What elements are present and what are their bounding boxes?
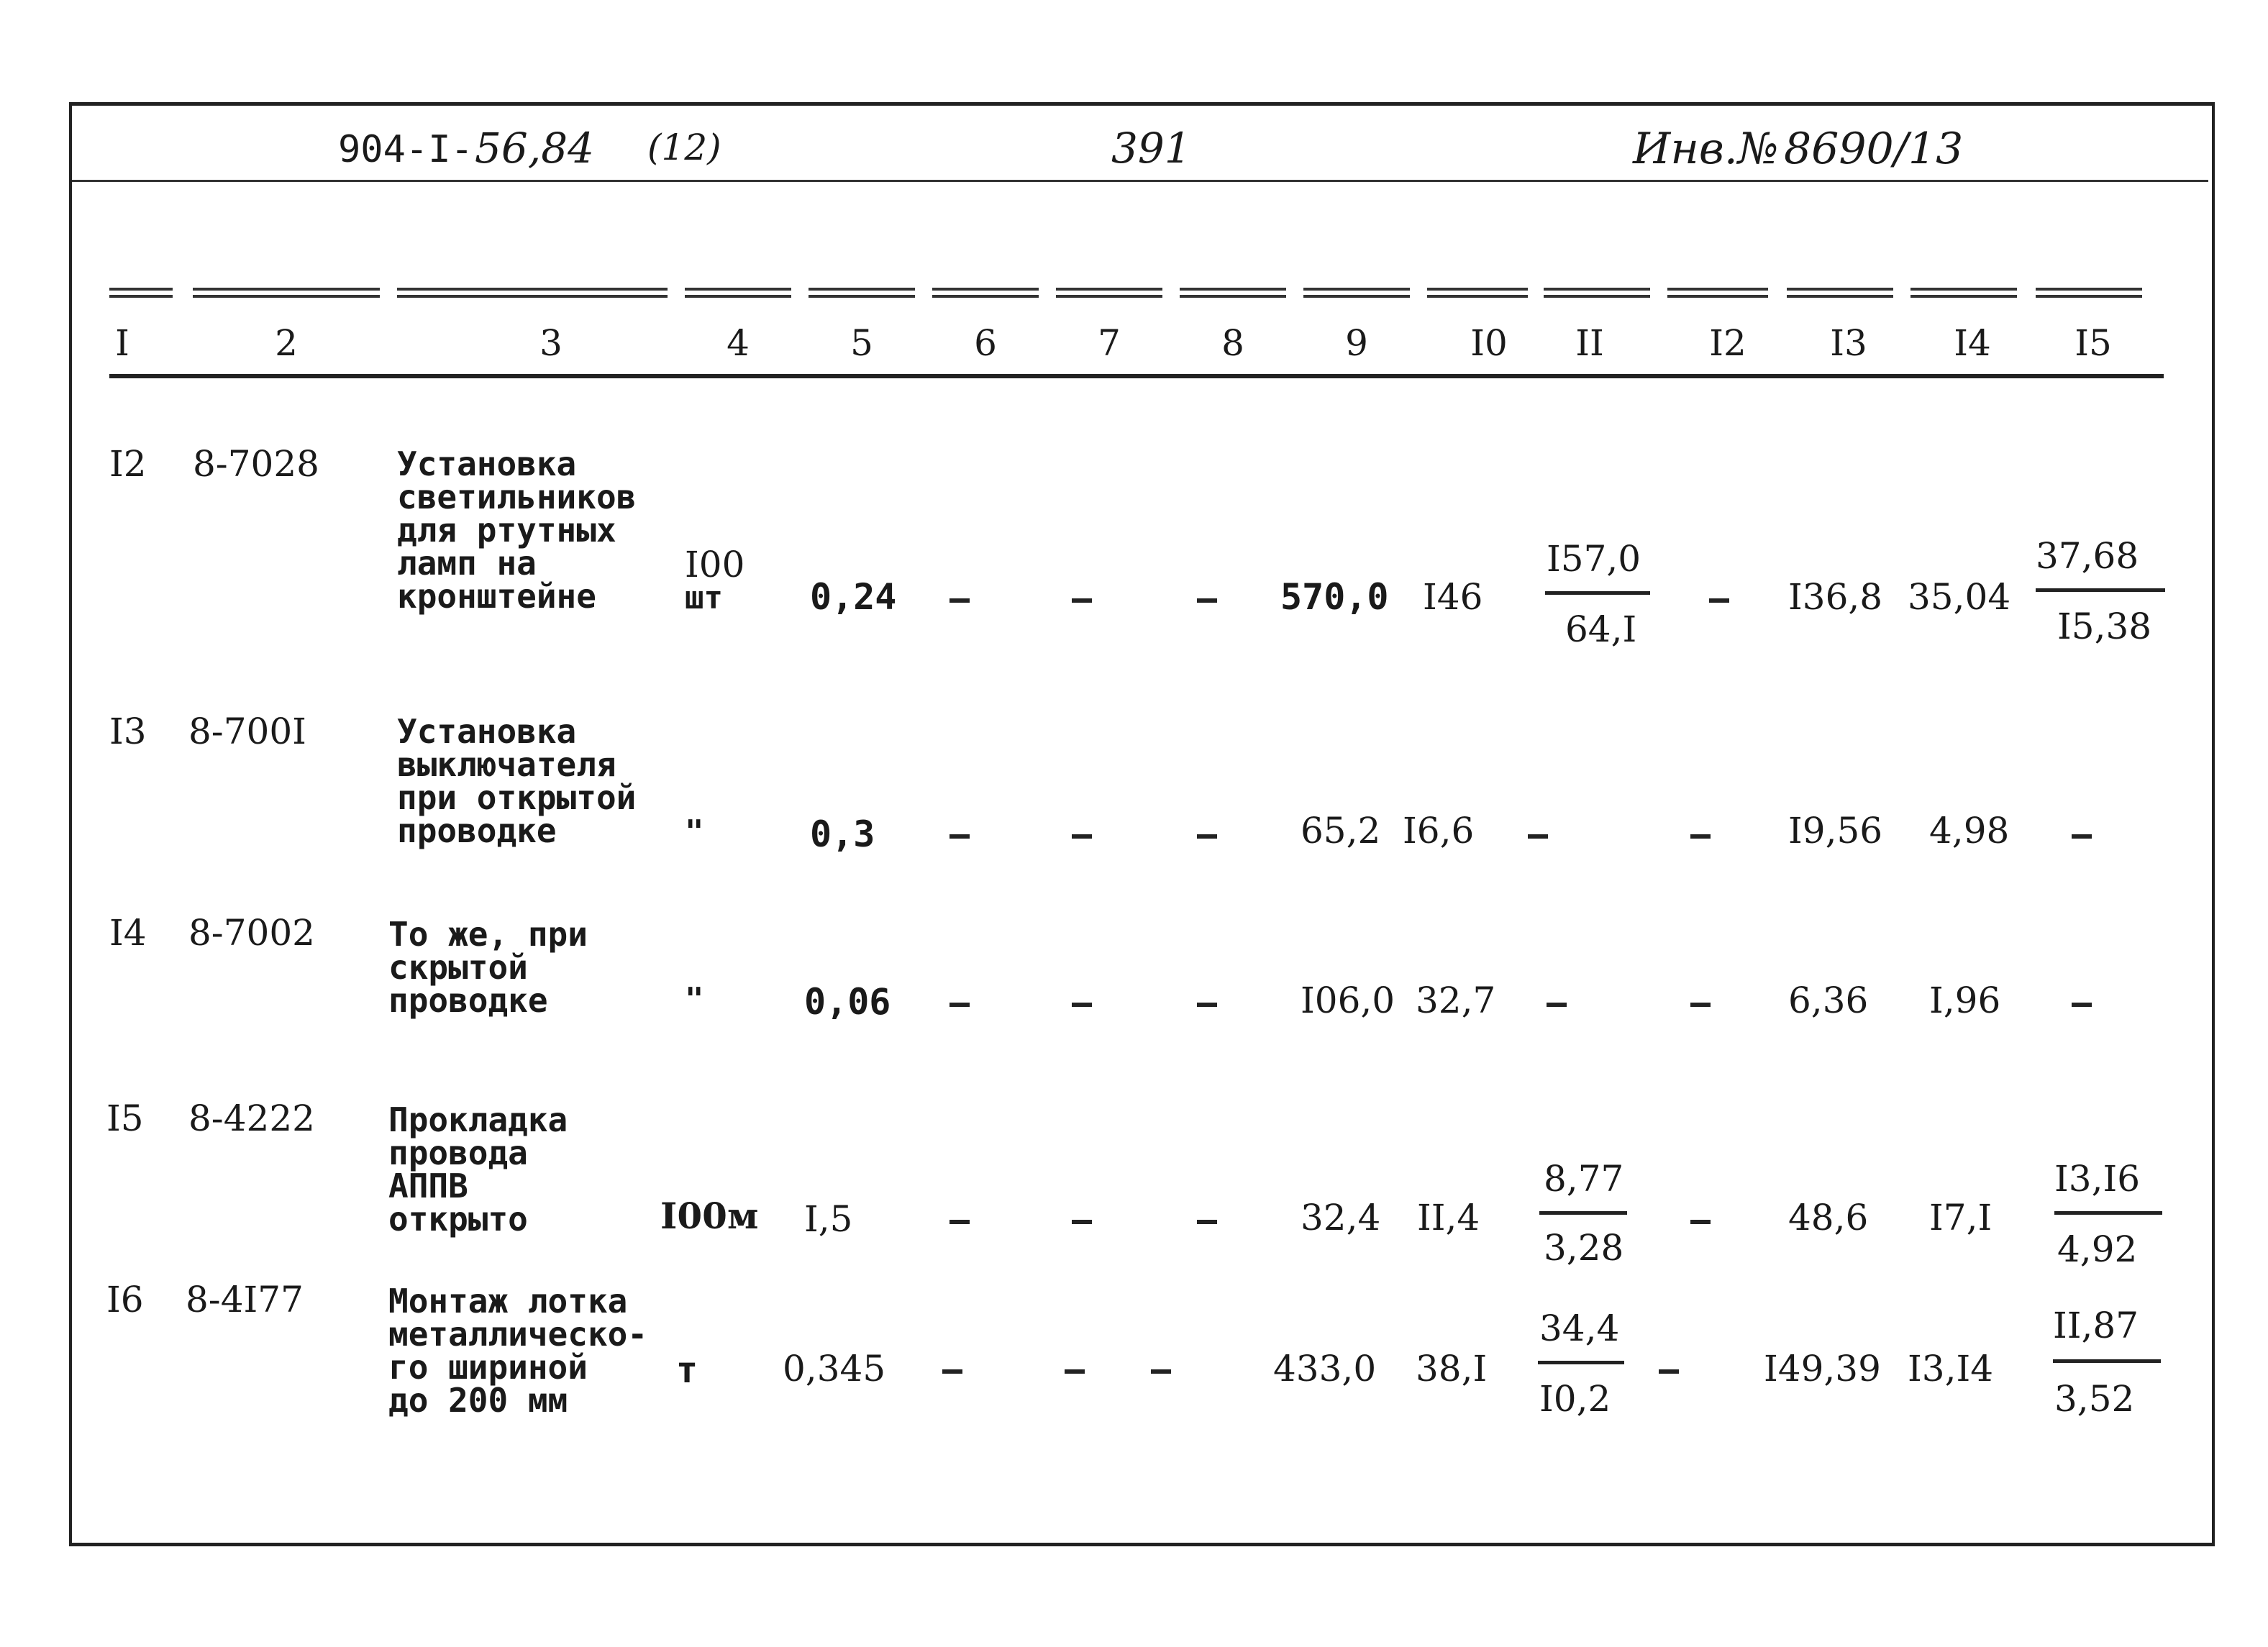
value-col-14: 4,98 [1929, 810, 2010, 852]
unit: I00м [660, 1195, 759, 1237]
value-col-10: 38,I [1416, 1348, 1488, 1390]
column-rule [109, 288, 173, 298]
column-number: I3 [1830, 322, 1867, 364]
value-col-13: 48,6 [1788, 1197, 1869, 1238]
dash [2072, 834, 2092, 839]
dash [1065, 1369, 1085, 1374]
work-description: Установка светильников для ртутных ламп на кронштейне [397, 444, 637, 616]
quantity: 0,24 [810, 576, 897, 618]
page-number: 391 [1111, 124, 1191, 173]
column-number: I2 [1709, 322, 1746, 364]
norm-code: 8-7028 [193, 443, 319, 485]
dash [1709, 598, 1729, 603]
value-col-9: 570,0 [1280, 576, 1389, 618]
dash [1197, 834, 1217, 839]
value-col-14: 35,04 [1908, 576, 2011, 618]
column-header-rule [109, 374, 2164, 378]
value-col-14: I7,I [1929, 1197, 1993, 1238]
norm-code: 8-4222 [188, 1098, 315, 1139]
column-number: 8 [1221, 322, 1244, 364]
dash [2072, 1003, 2092, 1007]
inventory-number: 8690/13 [1784, 124, 1964, 174]
dash [949, 1003, 970, 1007]
quantity: 0,345 [783, 1348, 886, 1390]
column-rule [1056, 288, 1162, 298]
row-number: I5 [106, 1098, 144, 1139]
dash [1690, 1003, 1711, 1007]
value-col-13: I9,56 [1788, 810, 1883, 852]
quantity: I,5 [804, 1198, 853, 1240]
dash [949, 1220, 970, 1224]
value-col-15-bottom: I5,38 [2057, 606, 2152, 647]
dash [1547, 1003, 1567, 1007]
quantity: 0,06 [804, 981, 891, 1023]
row-number: I3 [109, 711, 147, 752]
work-description: Прокладка провода АППВ открыто [388, 1100, 568, 1238]
dash [942, 1369, 962, 1374]
column-number: 3 [539, 322, 563, 364]
fraction-line [2036, 588, 2165, 592]
work-description: То же, при скрытой проводке [388, 915, 588, 1020]
value-col-10: 32,7 [1416, 980, 1496, 1021]
column-number: 4 [727, 322, 750, 364]
column-rule [685, 288, 791, 298]
column-number: I5 [2075, 322, 2112, 364]
norm-code: 8-4I77 [186, 1279, 304, 1320]
dash [1690, 1220, 1711, 1224]
value-col-10: I46 [1423, 576, 1483, 618]
unit-bottom: шт [685, 580, 723, 616]
document-code: 904-I- [338, 128, 473, 171]
column-rule [1427, 288, 1528, 298]
row-number: I2 [109, 443, 147, 485]
column-rule [1787, 288, 1893, 298]
value-col-15-top: I3,I6 [2054, 1158, 2141, 1200]
dash [1659, 1369, 1679, 1374]
dash [1690, 834, 1711, 839]
dash [1197, 1003, 1217, 1007]
fraction-line [1539, 1211, 1627, 1215]
document-code-handwritten: 56,84 [475, 124, 595, 173]
column-rule [809, 288, 915, 298]
column-number: 5 [850, 322, 873, 364]
column-number: I [115, 322, 129, 364]
dash [1072, 1003, 1092, 1007]
column-rule [193, 288, 380, 298]
norm-code: 8-7002 [188, 912, 315, 954]
quantity: 0,3 [810, 813, 875, 855]
dash [1072, 598, 1092, 603]
value-col-10: I6,6 [1403, 810, 1475, 852]
norm-code: 8-700I [188, 711, 306, 752]
column-rule [397, 288, 668, 298]
dash [1072, 834, 1092, 839]
value-col-9: 65,2 [1301, 810, 1381, 852]
work-description: Установка выключателя при открытой проводке [397, 712, 637, 850]
value-col-11-bottom: 3,28 [1544, 1227, 1624, 1269]
column-number: I4 [1954, 322, 1991, 364]
work-description: Монтаж лотка металлическо- го шириной до 200 мм [388, 1282, 648, 1420]
column-number: 9 [1345, 322, 1368, 364]
value-col-15-top: 37,68 [2036, 535, 2139, 577]
column-rule [1180, 288, 1286, 298]
row-number: I4 [109, 912, 147, 954]
dash [949, 598, 970, 603]
document-part: (12) [647, 127, 721, 168]
column-number: 6 [974, 322, 997, 364]
fraction-line [2053, 1359, 2161, 1363]
header-rule [72, 180, 2208, 182]
value-col-11-top: 8,77 [1544, 1158, 1624, 1200]
column-rule [1544, 288, 1650, 298]
dash [1528, 834, 1548, 839]
column-rule [2036, 288, 2142, 298]
value-col-10: II,4 [1417, 1197, 1480, 1238]
unit: т [676, 1349, 698, 1391]
row-number: I6 [106, 1279, 144, 1320]
value-col-11-top: I57,0 [1547, 538, 1641, 580]
value-col-11-top: 34,4 [1539, 1308, 1620, 1349]
unit-top: I00 [685, 544, 745, 585]
value-col-14: I,96 [1929, 980, 2001, 1021]
column-number: II [1575, 322, 1604, 364]
dash [1197, 598, 1217, 603]
unit-ditto: " [685, 981, 704, 1018]
value-col-13: I49,39 [1764, 1348, 1881, 1390]
value-col-11-bottom: I0,2 [1539, 1378, 1611, 1420]
value-col-13: I36,8 [1788, 576, 1883, 618]
fraction-line [1538, 1361, 1624, 1364]
value-col-13: 6,36 [1788, 980, 1869, 1021]
fraction-line [1545, 591, 1650, 595]
column-number: 2 [275, 322, 298, 364]
value-col-9: I06,0 [1301, 980, 1395, 1021]
dash [949, 834, 970, 839]
unit-ditto: " [685, 813, 704, 850]
value-col-15-bottom: 3,52 [2054, 1378, 2135, 1420]
value-col-15-top: II,87 [2053, 1305, 2139, 1346]
dash [1151, 1369, 1171, 1374]
column-number: 7 [1098, 322, 1121, 364]
column-rule [932, 288, 1039, 298]
column-rule [1303, 288, 1410, 298]
column-rule [1911, 288, 2017, 298]
column-number: I0 [1470, 322, 1508, 364]
value-col-9: 32,4 [1301, 1197, 1381, 1238]
value-col-14: I3,I4 [1908, 1348, 1994, 1390]
inventory-label: Инв.№ [1633, 124, 1779, 174]
column-rule [1667, 288, 1768, 298]
dash [1072, 1220, 1092, 1224]
value-col-15-bottom: 4,92 [2057, 1228, 2138, 1270]
fraction-line [2054, 1211, 2162, 1215]
value-col-9: 433,0 [1273, 1348, 1377, 1390]
value-col-11-bottom: 64,I [1565, 608, 1637, 650]
dash [1197, 1220, 1217, 1224]
